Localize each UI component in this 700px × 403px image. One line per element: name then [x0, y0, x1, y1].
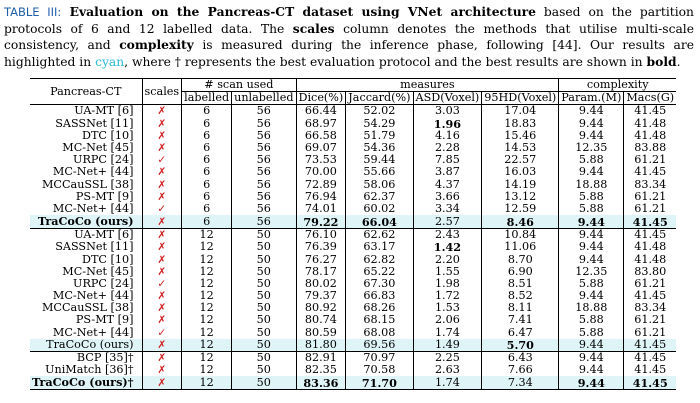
scales-cell	[142, 278, 182, 290]
asd-cell: 2.20	[413, 253, 482, 265]
macs-cell: 61.21	[634, 325, 667, 339]
scales-cell	[142, 130, 182, 142]
hd-cell: 6.90	[482, 266, 559, 278]
method-cell	[30, 351, 142, 364]
asd-cell: 1.74	[413, 376, 482, 390]
labelled-cell: 6	[182, 105, 232, 118]
macs-cell: 83.34	[634, 301, 667, 315]
param-cell: 9.44	[559, 376, 624, 390]
cross-mark-icon: ✗	[157, 229, 167, 242]
method-name: PS-MT [9]	[75, 189, 134, 203]
method-name: MC-Net+ [44]	[52, 289, 134, 303]
scales-cell	[142, 314, 182, 326]
labelled-cell: 6	[182, 166, 232, 178]
table-row	[30, 105, 676, 118]
labelled-cell: 6	[182, 142, 232, 154]
unlabelled-cell: 56	[232, 179, 296, 191]
scales-cell	[142, 241, 182, 253]
labelled-cell: 6	[182, 203, 232, 215]
cross-mark-icon: ✗	[157, 314, 167, 327]
scales-cell	[142, 339, 182, 352]
table-row	[30, 351, 676, 364]
method-name: MC-Net+ [44]	[52, 165, 134, 179]
labelled-cell: 12	[182, 314, 232, 326]
labelled-cell: 6	[182, 130, 232, 142]
method-name: UA-MT [6]	[74, 104, 134, 118]
jaccard-cell: 52.02	[346, 105, 413, 118]
table-row	[30, 339, 676, 352]
hd-cell: 6.47	[482, 327, 559, 339]
asd-cell: 2.28	[413, 142, 482, 154]
hd-cell: 7.41	[482, 314, 559, 326]
unlabelled-cell: 50	[232, 376, 296, 390]
asd-cell: 2.43	[413, 229, 482, 242]
dice-cell: 82.35	[296, 364, 346, 376]
table-body	[30, 105, 676, 390]
method-cell	[30, 339, 142, 352]
scales-cell	[142, 191, 182, 203]
header-unlabelled: unlabelled	[232, 92, 296, 105]
param-cell: 9.44	[559, 364, 624, 376]
macs-cell: 41.45	[624, 229, 676, 242]
header-asd: ASD(Voxel)	[413, 92, 482, 105]
param-cell: 5.88	[559, 203, 624, 215]
jaccard-cell: 60.02	[346, 203, 413, 215]
unlabelled-cell: 50	[232, 364, 296, 376]
cross-mark-icon: ✗	[157, 178, 167, 191]
cross-mark-icon: ✗	[157, 364, 167, 377]
scales-cell	[142, 376, 182, 390]
header-param: Param.(M)	[559, 92, 624, 105]
method-name: SASSNet [11]	[55, 240, 134, 254]
labelled-cell: 12	[182, 278, 232, 290]
scales-cell	[142, 364, 182, 376]
cross-mark-icon: ✗	[157, 265, 167, 278]
jaccard-cell: 55.66	[346, 166, 413, 178]
method-name: PS-MT [9]	[75, 313, 134, 327]
param-cell: 9.44	[559, 351, 624, 364]
macs-cell: 41.48	[634, 128, 667, 142]
header-jaccard: Jaccard(%)	[346, 92, 413, 105]
dice-cell: 72.89	[296, 179, 346, 191]
cross-mark-icon: ✗	[157, 290, 167, 303]
dice-cell: 69.07	[296, 142, 346, 154]
unlabelled-cell: 50	[232, 314, 296, 326]
method-suffix: (ours)†	[85, 375, 134, 390]
scales-cell	[142, 266, 182, 278]
macs-cell: 41.45	[624, 376, 676, 390]
method-name: MC-Net+ [44]	[52, 201, 134, 215]
cross-mark-icon: ✗	[157, 215, 167, 228]
unlabelled-cell: 50	[232, 278, 296, 290]
hd-cell: 13.12	[482, 191, 559, 203]
macs-cell: 41.45	[624, 215, 676, 229]
param-cell: 9.44	[559, 290, 624, 302]
dice-cell: 66.44	[296, 105, 346, 118]
dice-cell: 73.53	[296, 154, 346, 166]
labelled-cell: 6	[182, 179, 232, 191]
dice-cell: 80.74	[296, 314, 346, 326]
asd-cell: 2.25	[413, 351, 482, 364]
jaccard-cell: 65.22	[346, 266, 413, 278]
caption-label: TABLE III:	[4, 5, 62, 19]
param-cell: 9.44	[559, 241, 624, 253]
dice-cell: 76.39	[296, 241, 346, 253]
method-name: MCCauSSL [38]	[41, 301, 134, 315]
scales-cell	[142, 290, 182, 302]
scales-cell	[142, 327, 182, 339]
labelled-cell: 12	[182, 229, 232, 242]
jaccard-cell: 68.15	[346, 314, 413, 326]
asd-cell: 7.85	[413, 154, 482, 166]
hd-cell: 18.83	[482, 118, 559, 130]
jaccard-cell: 58.06	[346, 179, 413, 191]
param-cell: 12.35	[559, 142, 624, 154]
header-measures: measures	[296, 79, 559, 92]
header-scan-used: # scan used	[182, 79, 296, 92]
param-cell: 5.88	[559, 278, 624, 290]
cross-mark-icon: ✗	[157, 105, 167, 118]
jaccard-cell: 62.82	[346, 253, 413, 265]
dice-cell: 80.02	[296, 278, 346, 290]
method-cell	[30, 229, 142, 242]
unlabelled-cell: 56	[232, 105, 296, 118]
hd-cell: 8.70	[482, 253, 559, 265]
labelled-cell: 12	[182, 241, 232, 253]
asd-cell: 1.49	[413, 339, 482, 352]
dice-cell: 79.37	[296, 290, 346, 302]
hd-cell: 22.57	[482, 154, 559, 166]
cross-mark-icon: ✗	[157, 129, 167, 142]
asd-cell: 4.37	[413, 179, 482, 191]
asd-cell: 3.87	[413, 166, 482, 178]
jaccard-cell: 63.17	[346, 241, 413, 253]
jaccard-cell: 67.30	[346, 278, 413, 290]
scales-cell	[142, 179, 182, 191]
check-mark-icon: ✓	[157, 154, 167, 167]
param-cell: 12.35	[559, 266, 624, 278]
dice-cell: 83.36	[296, 376, 346, 390]
unlabelled-cell: 56	[232, 154, 296, 166]
method-name: DTC [10]	[82, 252, 134, 266]
param-cell: 9.44	[559, 166, 624, 178]
param-cell: 9.44	[559, 105, 624, 118]
asd-cell: 2.63	[413, 364, 482, 376]
method-cell	[30, 376, 142, 390]
cross-mark-icon: ✗	[157, 302, 167, 315]
method-name: UniMatch [36]†	[45, 363, 134, 377]
cross-mark-icon: ✗	[157, 142, 167, 155]
dice-cell: 76.10	[296, 229, 346, 242]
labelled-cell: 6	[182, 118, 232, 130]
hd-cell: 17.04	[482, 105, 559, 118]
dice-cell: 68.97	[296, 118, 346, 130]
hd-cell: 16.03	[482, 166, 559, 178]
param-cell: 18.88	[559, 179, 624, 191]
scales-cell	[142, 118, 182, 130]
dice-cell: 76.94	[296, 191, 346, 203]
unlabelled-cell: 50	[232, 229, 296, 242]
hd-cell: 8.46	[482, 215, 559, 229]
macs-cell: 41.48	[634, 252, 667, 266]
unlabelled-cell: 50	[232, 266, 296, 278]
method-cell	[30, 105, 142, 118]
unlabelled-cell: 56	[232, 191, 296, 203]
unlabelled-cell: 56	[232, 142, 296, 154]
unlabelled-cell: 56	[232, 203, 296, 215]
hd-cell: 7.66	[482, 364, 559, 376]
header-95hd: 95HD(Voxel)	[482, 92, 559, 105]
asd-cell: 2.06	[413, 314, 482, 326]
hd-cell: 7.34	[482, 376, 559, 390]
cross-mark-icon: ✗	[157, 352, 167, 365]
param-cell: 5.88	[559, 327, 624, 339]
method-name: BCP [35]†	[76, 351, 134, 365]
jaccard-cell: 62.62	[346, 229, 413, 242]
labelled-cell: 12	[182, 339, 232, 352]
hd-cell: 12.59	[482, 203, 559, 215]
jaccard-cell: 71.70	[346, 376, 413, 390]
cross-mark-icon: ✗	[157, 376, 167, 389]
scales-cell	[142, 166, 182, 178]
macs-cell: 41.48	[634, 116, 667, 130]
scales-cell	[142, 105, 182, 118]
unlabelled-cell: 56	[232, 215, 296, 229]
jaccard-cell: 69.56	[346, 339, 413, 352]
scales-cell	[142, 154, 182, 166]
asd-cell: 3.34	[413, 203, 482, 215]
method-name: URPC [24]	[73, 276, 134, 290]
jaccard-cell: 54.29	[346, 118, 413, 130]
asd-cell: 2.57	[413, 215, 482, 229]
header-scales: scales	[142, 79, 182, 105]
macs-cell: 41.45	[634, 165, 667, 179]
macs-cell: 61.21	[634, 313, 667, 327]
method-cell	[30, 215, 142, 229]
jaccard-cell: 54.36	[346, 142, 413, 154]
hd-cell: 8.51	[482, 278, 559, 290]
header-complexity: complexity	[559, 79, 676, 92]
dice-cell: 80.59	[296, 327, 346, 339]
table-row	[30, 215, 676, 229]
cross-mark-icon: ✗	[157, 166, 167, 179]
dice-cell: 78.17	[296, 266, 346, 278]
table-row	[30, 376, 676, 390]
labelled-cell: 12	[182, 290, 232, 302]
labelled-cell: 12	[182, 364, 232, 376]
method-name: UA-MT [6]	[74, 228, 134, 242]
asd-cell: 1.55	[413, 266, 482, 278]
asd-cell: 1.96	[413, 118, 482, 130]
macs-cell: 61.21	[634, 189, 667, 203]
macs-cell: 61.21	[634, 276, 667, 290]
labelled-cell: 12	[182, 376, 232, 390]
asd-cell: 1.53	[413, 302, 482, 314]
results-table-container	[30, 78, 675, 390]
scales-cell	[142, 215, 182, 229]
labelled-cell: 6	[182, 191, 232, 203]
param-cell: 9.44	[559, 118, 624, 130]
jaccard-cell: 59.44	[346, 154, 413, 166]
method-name: MC-Net [45]	[62, 141, 134, 155]
hd-cell: 6.43	[482, 351, 559, 364]
header-dataset: Pancreas-CT	[30, 79, 142, 105]
asd-cell: 1.42	[413, 241, 482, 253]
param-cell: 5.88	[559, 191, 624, 203]
param-cell: 9.44	[559, 215, 624, 229]
jaccard-cell: 70.97	[346, 351, 413, 364]
asd-cell: 3.66	[413, 191, 482, 203]
scales-cell	[142, 351, 182, 364]
caption-title: Evaluation on the Pancreas-CT dataset using VNet architecture	[61, 4, 536, 19]
jaccard-cell: 66.83	[346, 290, 413, 302]
results-table	[30, 78, 676, 390]
macs-cell: 83.34	[634, 177, 667, 191]
labelled-cell: 6	[182, 215, 232, 229]
unlabelled-cell: 50	[232, 290, 296, 302]
labelled-cell: 12	[182, 327, 232, 339]
scales-cell	[142, 203, 182, 215]
check-mark-icon: ✓	[157, 277, 167, 290]
asd-cell: 3.03	[413, 105, 482, 118]
unlabelled-cell: 50	[232, 253, 296, 265]
cross-mark-icon: ✗	[157, 117, 167, 130]
dice-cell: 70.00	[296, 166, 346, 178]
dice-cell: 76.27	[296, 253, 346, 265]
jaccard-cell: 70.58	[346, 364, 413, 376]
method-name: SASSNet [11]	[55, 116, 134, 130]
param-cell: 9.44	[559, 130, 624, 142]
hd-cell: 14.19	[482, 179, 559, 191]
check-mark-icon: ✓	[157, 202, 167, 215]
unlabelled-cell: 50	[232, 241, 296, 253]
hd-cell: 8.52	[482, 290, 559, 302]
jaccard-cell: 68.08	[346, 327, 413, 339]
unlabelled-cell: 56	[232, 130, 296, 142]
dice-cell: 66.58	[296, 130, 346, 142]
hd-cell: 15.46	[482, 130, 559, 142]
macs-cell: 83.88	[634, 141, 667, 155]
jaccard-cell: 51.79	[346, 130, 413, 142]
dice-cell: 82.91	[296, 351, 346, 364]
method-name: TraCoCo	[37, 214, 92, 229]
method-name: URPC [24]	[73, 153, 134, 167]
hd-cell: 11.06	[482, 241, 559, 253]
cross-mark-icon: ✗	[157, 241, 167, 254]
cyan-word: cyan	[95, 54, 125, 69]
macs-cell: 61.21	[634, 153, 667, 167]
hd-cell: 5.70	[482, 339, 559, 352]
scales-cell	[142, 229, 182, 242]
hd-cell: 10.84	[482, 229, 559, 242]
macs-cell: 41.45	[624, 351, 676, 364]
unlabelled-cell: 50	[232, 339, 296, 352]
param-cell: 9.44	[559, 339, 624, 352]
unlabelled-cell: 56	[232, 118, 296, 130]
table-caption: TABLE III: Evaluation on the Pancreas-CT dataset using VNet architecture based on the partition protocols of 6 and 12 labelled data. The scales column denotes the methods that utilise multi-scale consistency, and complexity is measured during the inference phase, following [44]. Our results are highlighted in cyan, where † represents the best evaluation protocol and the best results are shown in bold.	[4, 4, 695, 69]
dice-cell: 80.92	[296, 302, 346, 314]
jaccard-cell: 62.37	[346, 191, 413, 203]
method-name: DTC [10]	[82, 128, 134, 142]
param-cell: 5.88	[559, 314, 624, 326]
unlabelled-cell: 50	[232, 351, 296, 364]
unlabelled-cell: 56	[232, 166, 296, 178]
labelled-cell: 12	[182, 302, 232, 314]
unlabelled-cell: 50	[232, 302, 296, 314]
labelled-cell: 12	[182, 253, 232, 265]
method-name: MC-Net [45]	[62, 264, 134, 278]
asd-cell: 4.16	[413, 130, 482, 142]
table-row	[30, 229, 676, 242]
method-name: MCCauSSL [38]	[41, 177, 134, 191]
macs-cell: 61.21	[634, 201, 667, 215]
asd-cell: 1.72	[413, 290, 482, 302]
labelled-cell: 6	[182, 154, 232, 166]
dice-cell: 74.01	[296, 203, 346, 215]
jaccard-cell: 66.04	[346, 215, 413, 229]
jaccard-cell: 68.26	[346, 302, 413, 314]
header-labelled: labelled	[182, 92, 232, 105]
macs-cell: 41.48	[634, 240, 667, 254]
macs-cell: 83.80	[634, 264, 667, 278]
method-name: TraCoCo (ours)	[46, 337, 134, 351]
param-cell: 5.88	[559, 154, 624, 166]
method-suffix: (ours)	[91, 214, 134, 229]
header-dice: Dice(%)	[296, 92, 346, 105]
method-name: TraCoCo	[32, 375, 86, 390]
method-name: MC-Net+ [44]	[52, 325, 134, 339]
hd-cell: 8.11	[482, 302, 559, 314]
check-mark-icon: ✓	[157, 326, 167, 339]
cross-mark-icon: ✗	[157, 338, 167, 351]
macs-cell: 41.45	[634, 363, 667, 377]
asd-cell: 1.98	[413, 278, 482, 290]
unlabelled-cell: 50	[232, 327, 296, 339]
macs-cell: 41.45	[634, 289, 667, 303]
hd-cell: 14.53	[482, 142, 559, 154]
scales-cell	[142, 302, 182, 314]
scales-cell	[142, 142, 182, 154]
dice-cell: 79.22	[296, 215, 346, 229]
header-macs: Macs(G)	[624, 92, 676, 105]
cross-mark-icon: ✗	[157, 190, 167, 203]
macs-cell: 41.45	[624, 339, 676, 352]
labelled-cell: 12	[182, 351, 232, 364]
param-cell: 9.44	[559, 253, 624, 265]
macs-cell: 41.45	[634, 104, 667, 118]
cross-mark-icon: ✗	[157, 253, 167, 266]
labelled-cell: 12	[182, 266, 232, 278]
param-cell: 9.44	[559, 229, 624, 242]
dice-cell: 81.80	[296, 339, 346, 352]
asd-cell: 1.74	[413, 327, 482, 339]
scales-cell	[142, 253, 182, 265]
param-cell: 18.88	[559, 302, 624, 314]
